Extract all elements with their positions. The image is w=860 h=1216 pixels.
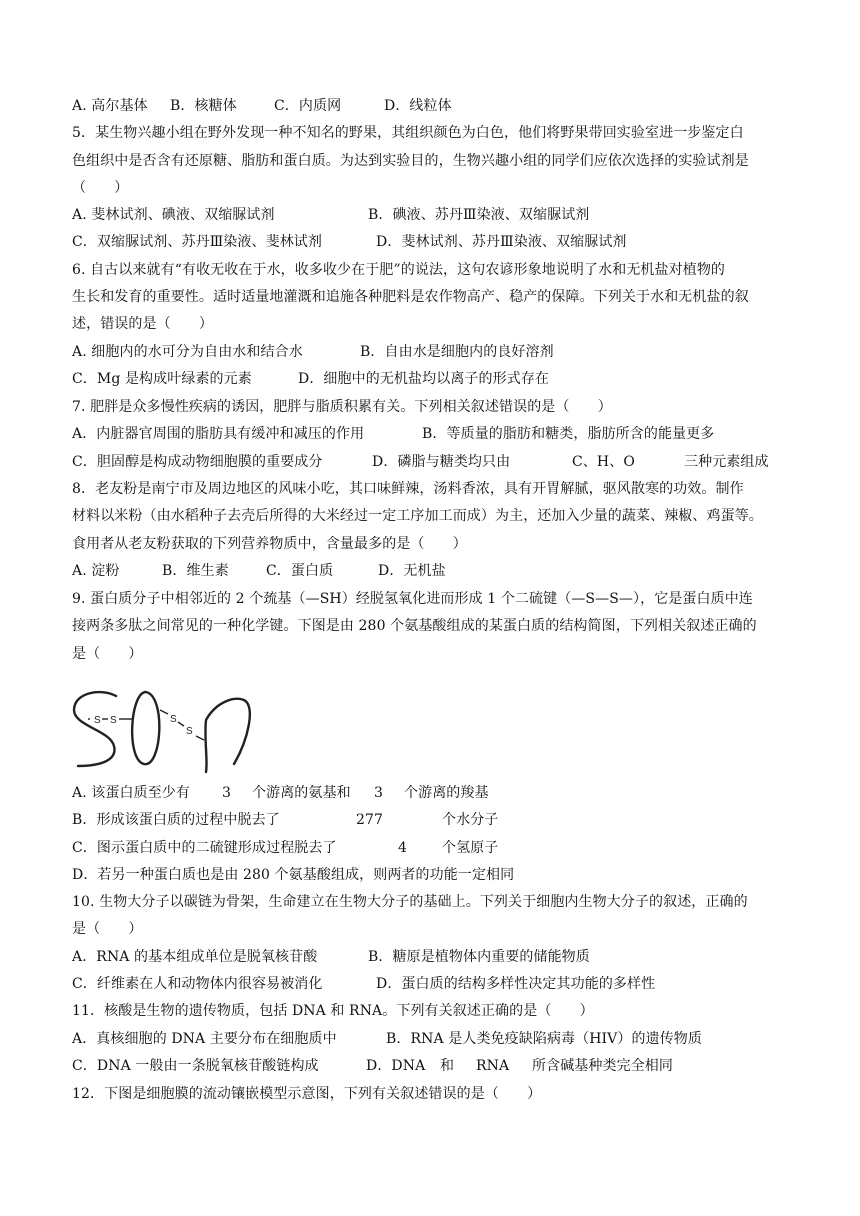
q11-option-d-end: 所含碱基种类完全相同	[532, 1058, 673, 1074]
q9-option-b	[72, 810, 802, 830]
q4-option-b: B．核糖体	[170, 98, 237, 114]
disulfide-bond-2	[178, 722, 184, 726]
q11-option-b: B．RNA 是人类免疫缺陷病毒（HIV）的遗传物质	[386, 1031, 702, 1047]
q11-options-row-1	[72, 1029, 802, 1049]
q4-option-c: C．内质网	[274, 98, 342, 114]
q8-option-a: A. 淀粉	[72, 563, 120, 579]
q5-options-row-1	[72, 205, 802, 225]
q5-stem-line-2: 色组织中是否含有还原糖、脂肪和蛋白质。为达到实验目的，生物兴趣小组的同学们应依次选择的实验试剂是	[72, 153, 749, 169]
q11-option-a: A．真核细胞的 DNA 主要分布在细胞质中	[72, 1031, 337, 1047]
q9-option-a-part-2: 3	[222, 785, 232, 801]
q6-option-d: D．细胞中的无机盐均以离子的形式存在	[298, 371, 550, 387]
q6-stem-line-1: 6. 自古以来就有“有收无收在于水，收多收少在于肥”的说法，这句农谚形象地说明了水和无机盐对植物的	[72, 262, 726, 278]
q9-option-c	[72, 838, 802, 858]
q8-stem-line-2: 材料以米粉（由水稻种子去壳后所得的大米经过一定工序加工而成）为主，还加入少量的蔬菜、辣椒、鸡蛋等。	[72, 508, 763, 524]
q7-option-b: B．等质量的脂肪和糖类，脂肪所含的能量更多	[422, 426, 715, 442]
q6-option-b: B．自由水是细胞内的良好溶剂	[360, 344, 554, 360]
q4-options	[72, 96, 802, 116]
q10-option-c: C．纤维素在人和动物体内很容易被消化	[72, 976, 323, 992]
polypeptide-chain-1	[74, 692, 116, 766]
q9-stem-line-3: 是（ ）	[72, 646, 143, 662]
q9-option-a-part-4: 3	[374, 785, 384, 801]
q11-option-d-and: 和	[440, 1058, 455, 1074]
q5-stem-line-3: （ ）	[72, 180, 129, 196]
q4-option-d: D．线粒体	[384, 98, 452, 114]
q5-option-b: B．碘液、苏丹Ⅲ染液、双缩脲试剂	[368, 207, 590, 223]
q9-option-c-part-2: 4	[398, 840, 408, 856]
q8-option-d: D．无机盐	[378, 563, 446, 579]
q11-option-d-rna: RNA	[476, 1058, 510, 1074]
q5-option-c: C．双缩脲试剂、苏丹Ⅲ染液、斐林试剂	[72, 234, 323, 250]
sulfur-label-3: S	[170, 714, 177, 725]
disulfide-bond-2-left	[160, 710, 168, 714]
q7-stem-line-1: 7. 肥胖是众多慢性疾病的诱因，肥胖与脂质积累有关。下列相关叙述错误的是（ ）	[72, 399, 612, 415]
q9-option-b-part-3: 个水分子	[442, 812, 499, 828]
q11-option-d: D．DNA	[366, 1058, 426, 1074]
q10-options-row-1	[72, 947, 802, 967]
q6-option-c: C．Mg 是构成叶绿素的元素	[72, 371, 252, 387]
q5-option-d: D．斐林试剂、苏丹Ⅲ染液、双缩脲试剂	[376, 234, 627, 250]
q9-option-a-part-3: 个游离的氨基和	[252, 785, 351, 801]
q8-stem-line-1: 8．老友粉是南宁市及周边地区的风味小吃，其口味鲜辣，汤料香浓，具有开胃解腻，驱风散寒的功效。制作	[72, 481, 744, 497]
polypeptide-chain-2	[132, 692, 159, 764]
q6-option-a: A. 细胞内的水可分为自由水和结合水	[72, 344, 303, 360]
q8-stem-line-3: 食用者从老友粉获取的下列营养物质中，含量最多的是（ ）	[72, 536, 467, 552]
q9-option-c-part-1: C．图示蛋白质中的二硫键形成过程脱去了	[72, 840, 337, 856]
q7-option-c: C．胆固醇是构成动物细胞膜的重要成分	[72, 454, 323, 470]
sulfur-label-2: S	[110, 715, 117, 726]
q8-option-c: C．蛋白质	[266, 563, 334, 579]
sulfur-label-4: S	[186, 726, 193, 737]
q11-stem-line-1: 11．核酸是生物的遗传物质，包括 DNA 和 RNA。下列有关叙述正确的是（ ）	[72, 1003, 594, 1019]
protein-structure-figure	[66, 680, 266, 780]
q7-options-row-2	[72, 452, 802, 472]
q9-stem-line-1: 9. 蛋白质分子中相邻近的 2 个巯基（—SH）经脱氢氧化进而形成 1 个二硫键（—S—S—），它是蛋白质中连	[72, 591, 753, 607]
q7-options-row-1	[72, 424, 802, 444]
q10-options-row-2	[72, 974, 802, 994]
q8-option-b: B．维生素	[162, 563, 229, 579]
q7-option-a: A．内脏器官周围的脂肪具有缓冲和减压的作用	[72, 426, 365, 442]
q9-option-a-part-5: 个游离的羧基	[404, 785, 489, 801]
q9-option-a	[72, 783, 802, 803]
q11-option-c: C．DNA 一般由一条脱氧核苷酸链构成	[72, 1058, 319, 1074]
q5-stem-line-1: 5．某生物兴趣小组在野外发现一种不知名的野果，其组织颜色为白色，他们将野果带回实验室进一步鉴定白	[72, 125, 744, 141]
q5-options-row-2	[72, 232, 802, 252]
q12-stem-line-1: 12．下图是细胞膜的流动镶嵌模型示意图，下列有关叙述错误的是（ ）	[72, 1086, 542, 1102]
q4-option-a: A. 高尔基体	[72, 98, 148, 114]
q6-options-row-2	[72, 369, 802, 389]
q7-option-d: D．磷脂与糖类均只由	[372, 454, 511, 470]
q9-option-c-part-3: 个氢原子	[442, 840, 499, 856]
q10-stem-line-1: 10. 生物大分子以碳链为骨架，生命建立在生物大分子的基础上。下列关于细胞内生物大分子的叙述，正确的	[72, 894, 748, 910]
q6-stem-line-2: 生长和发育的重要性。适时适量地灌溉和追施各种肥料是农作物高产、稳产的保障。下列关于水和无机盐的叙	[72, 289, 749, 305]
q9-option-b-part-2: 277	[356, 812, 384, 828]
q10-option-a: A．RNA 的基本组成单位是脱氧核苷酸	[72, 949, 318, 965]
disulfide-bond-2-right	[196, 736, 204, 740]
q9-stem-line-2: 接两条多肽之间常见的一种化学键。下图是由 280 个氨基酸组成的某蛋白质的结构简图，下列相关叙述正确的	[72, 618, 757, 634]
q9-option-d: D．若另一种蛋白质也是由 280 个氨基酸组成，则两者的功能一定相同	[72, 867, 515, 883]
q11-options-row-2	[72, 1056, 802, 1076]
q6-stem-line-3: 述，错误的是（ ）	[72, 316, 213, 332]
q10-stem-line-2: 是（ ）	[72, 921, 143, 937]
q7-option-d-elements: C、H、O	[572, 454, 635, 470]
q8-options	[72, 561, 802, 581]
q7-option-d-end: 三种元素组成	[684, 454, 769, 470]
q9-option-a-part-1: A. 该蛋白质至少有	[72, 785, 191, 801]
q9-option-b-part-1: B．形成该蛋白质的过程中脱去了	[72, 812, 280, 828]
sulfur-label-1: S	[94, 715, 101, 726]
q10-option-b: B．糖原是植物体内重要的储能物质	[368, 949, 590, 965]
q6-options-row-1	[72, 342, 802, 362]
q5-option-a: A. 斐林试剂、碘液、双缩脲试剂	[72, 207, 275, 223]
polypeptide-chain-3	[205, 699, 249, 772]
q10-option-d: D．蛋白质的结构多样性决定其功能的多样性	[376, 976, 656, 992]
